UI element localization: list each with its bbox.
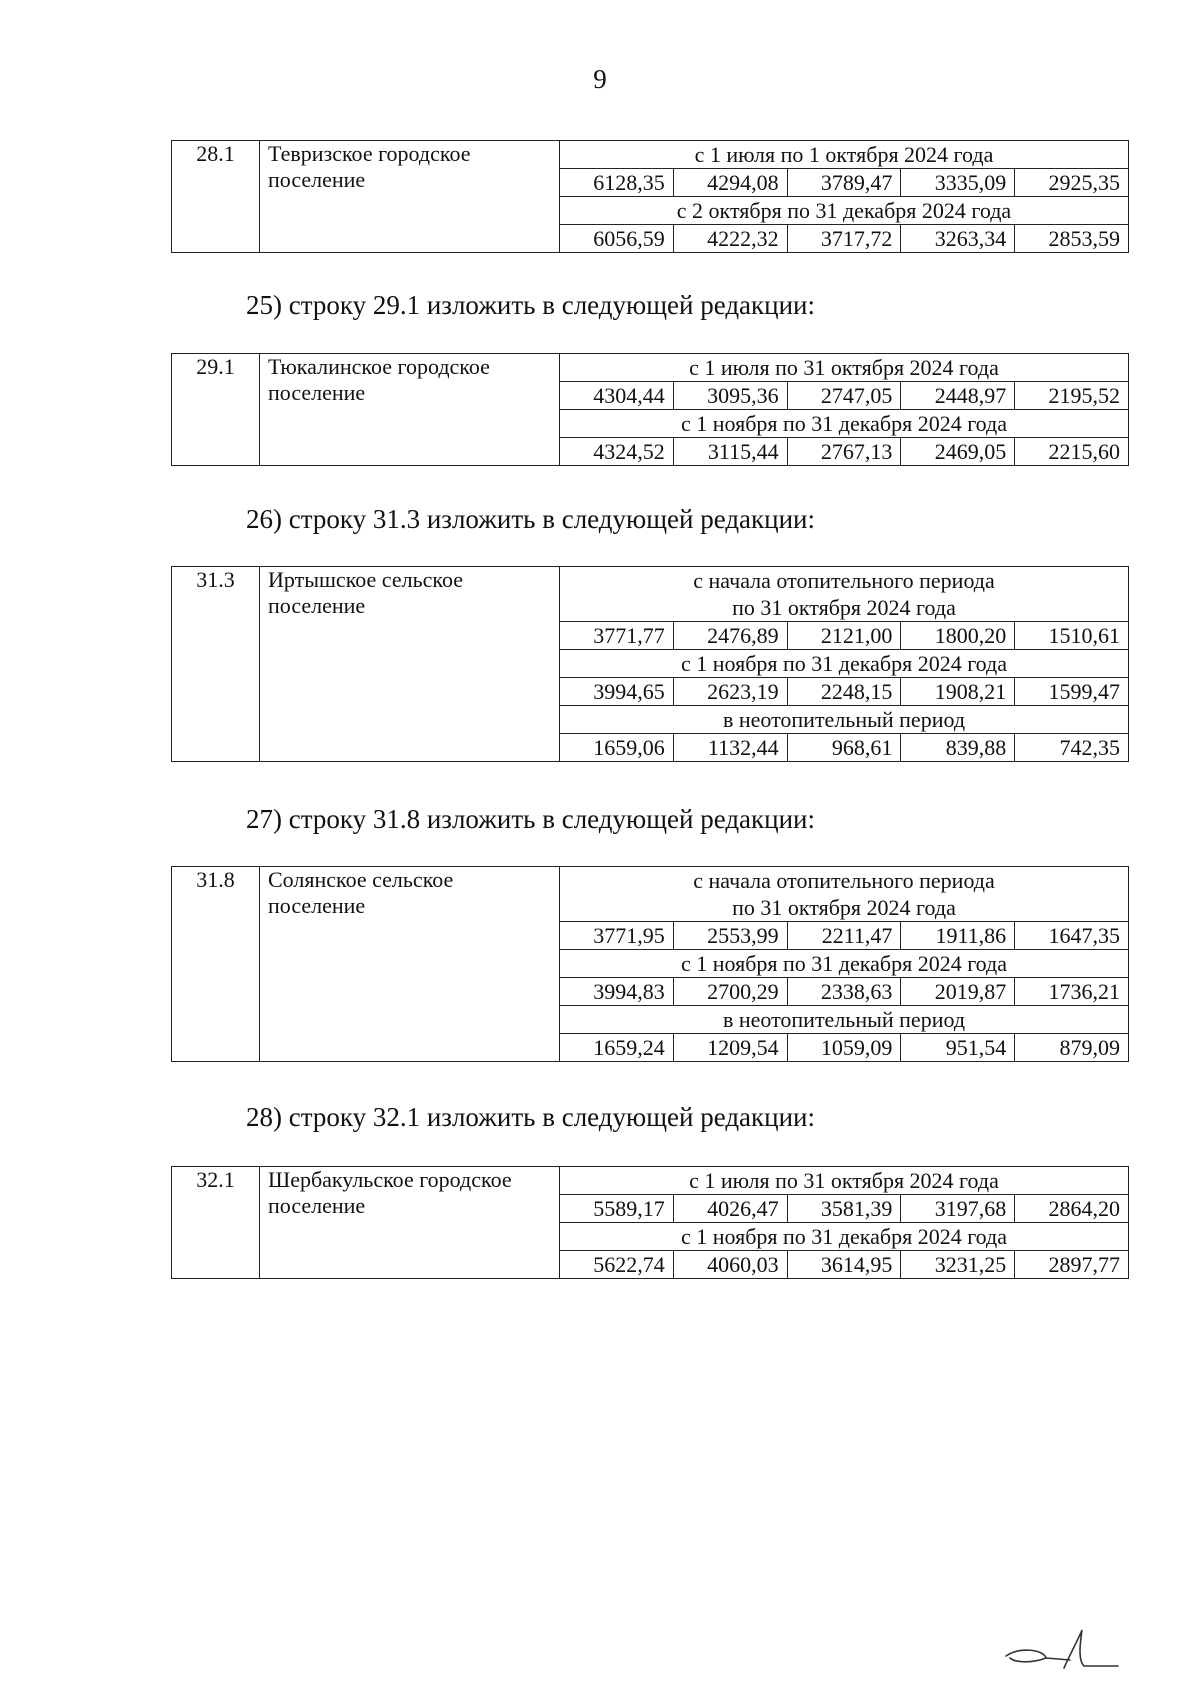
value-cell: 2747,05: [787, 382, 901, 410]
settlement-name: Иртышское сельское поселение: [260, 567, 560, 762]
period-label: в неотопительный период: [560, 706, 1129, 734]
value-cell: 6056,59: [560, 225, 674, 253]
settlement-name: Тевризское городское поселение: [260, 141, 560, 253]
settlement-name: Солянское сельское поселение: [260, 867, 560, 1062]
value-cell: 2211,47: [787, 922, 901, 950]
value-cell: 3789,47: [787, 169, 901, 197]
value-cell: 3717,72: [787, 225, 901, 253]
value-cell: 1647,35: [1015, 922, 1129, 950]
value-cell: 4294,08: [673, 169, 787, 197]
value-cell: 3771,77: [560, 622, 674, 650]
amendment-instruction: 27) строку 31.8 изложить в следующей редакции:: [246, 804, 816, 834]
value-cell: 742,35: [1015, 734, 1129, 762]
period-label: с 1 июля по 31 октября 2024 года: [560, 1167, 1129, 1195]
period-label: с 1 ноября по 31 декабря 2024 года: [560, 410, 1129, 438]
value-cell: 3263,34: [901, 225, 1015, 253]
period-label: с 2 октября по 31 декабря 2024 года: [560, 197, 1129, 225]
settlement-name: Тюкалинское городское поселение: [260, 354, 560, 466]
value-cell: 4222,32: [673, 225, 787, 253]
value-cell: 839,88: [901, 734, 1015, 762]
page-number: 9: [593, 64, 607, 94]
tariff-table-28-1: [171, 140, 1129, 253]
value-cell: 5589,17: [560, 1195, 674, 1223]
value-cell: 3581,39: [787, 1195, 901, 1223]
value-cell: 2864,20: [1015, 1195, 1129, 1223]
value-cell: 1736,21: [1015, 978, 1129, 1006]
value-cell: 2019,87: [901, 978, 1015, 1006]
amendment-instruction: 25) строку 29.1 изложить в следующей редакции:: [246, 290, 816, 320]
value-cell: 951,54: [901, 1034, 1015, 1062]
value-cell: 1059,09: [787, 1034, 901, 1062]
value-cell: 4304,44: [560, 382, 674, 410]
settlement-name: Шербакульское городское поселение: [260, 1167, 560, 1279]
value-cell: 3231,25: [901, 1251, 1015, 1279]
value-cell: 2469,05: [901, 438, 1015, 466]
value-cell: 3771,95: [560, 922, 674, 950]
tariff-table-32-1: [171, 1166, 1129, 1279]
value-cell: 1659,24: [560, 1034, 674, 1062]
value-cell: 2215,60: [1015, 438, 1129, 466]
value-cell: 1908,21: [901, 678, 1015, 706]
signature-mark: [1000, 1620, 1130, 1680]
amendment-instruction: 28) строку 32.1 изложить в следующей редакции:: [246, 1102, 816, 1132]
value-cell: 3994,65: [560, 678, 674, 706]
value-cell: 968,61: [787, 734, 901, 762]
value-cell: 3994,83: [560, 978, 674, 1006]
value-cell: 2623,19: [673, 678, 787, 706]
period-label: с 1 июля по 1 октября 2024 года: [560, 141, 1129, 169]
row-number: 28.1: [172, 141, 260, 253]
row-number: 29.1: [172, 354, 260, 466]
period-label: с 1 ноября по 31 декабря 2024 года: [560, 950, 1129, 978]
value-cell: 3614,95: [787, 1251, 901, 1279]
period-label: с начала отопительного периода по 31 октября 2024 года: [560, 567, 1129, 622]
value-cell: 2195,52: [1015, 382, 1129, 410]
value-cell: 1209,54: [673, 1034, 787, 1062]
value-cell: 6128,35: [560, 169, 674, 197]
value-cell: 2700,29: [673, 978, 787, 1006]
value-cell: 2448,97: [901, 382, 1015, 410]
value-cell: 879,09: [1015, 1034, 1129, 1062]
row-number: 31.8: [172, 867, 260, 1062]
value-cell: 1800,20: [901, 622, 1015, 650]
value-cell: 4060,03: [673, 1251, 787, 1279]
period-label: с начала отопительного периода по 31 октября 2024 года: [560, 867, 1129, 922]
value-cell: 5622,74: [560, 1251, 674, 1279]
amendment-instruction: 26) строку 31.3 изложить в следующей редакции:: [246, 504, 816, 534]
value-cell: 1599,47: [1015, 678, 1129, 706]
value-cell: 3115,44: [673, 438, 787, 466]
value-cell: 2248,15: [787, 678, 901, 706]
row-number: 32.1: [172, 1167, 260, 1279]
value-cell: 4026,47: [673, 1195, 787, 1223]
value-cell: 2897,77: [1015, 1251, 1129, 1279]
tariff-table-31-3: [171, 566, 1129, 762]
value-cell: 1911,86: [901, 922, 1015, 950]
value-cell: 2925,35: [1015, 169, 1129, 197]
value-cell: 3197,68: [901, 1195, 1015, 1223]
value-cell: 1659,06: [560, 734, 674, 762]
value-cell: 2338,63: [787, 978, 901, 1006]
tariff-table-29-1: [171, 353, 1129, 466]
value-cell: 1510,61: [1015, 622, 1129, 650]
value-cell: 2767,13: [787, 438, 901, 466]
value-cell: 2121,00: [787, 622, 901, 650]
value-cell: 3335,09: [901, 169, 1015, 197]
value-cell: 2853,59: [1015, 225, 1129, 253]
value-cell: 4324,52: [560, 438, 674, 466]
value-cell: 2476,89: [673, 622, 787, 650]
period-label: с 1 ноября по 31 декабря 2024 года: [560, 650, 1129, 678]
period-label: с 1 ноября по 31 декабря 2024 года: [560, 1223, 1129, 1251]
period-label: в неотопительный период: [560, 1006, 1129, 1034]
row-number: 31.3: [172, 567, 260, 762]
value-cell: 3095,36: [673, 382, 787, 410]
tariff-table-31-8: [171, 866, 1129, 1062]
period-label: с 1 июля по 31 октября 2024 года: [560, 354, 1129, 382]
value-cell: 1132,44: [673, 734, 787, 762]
value-cell: 2553,99: [673, 922, 787, 950]
